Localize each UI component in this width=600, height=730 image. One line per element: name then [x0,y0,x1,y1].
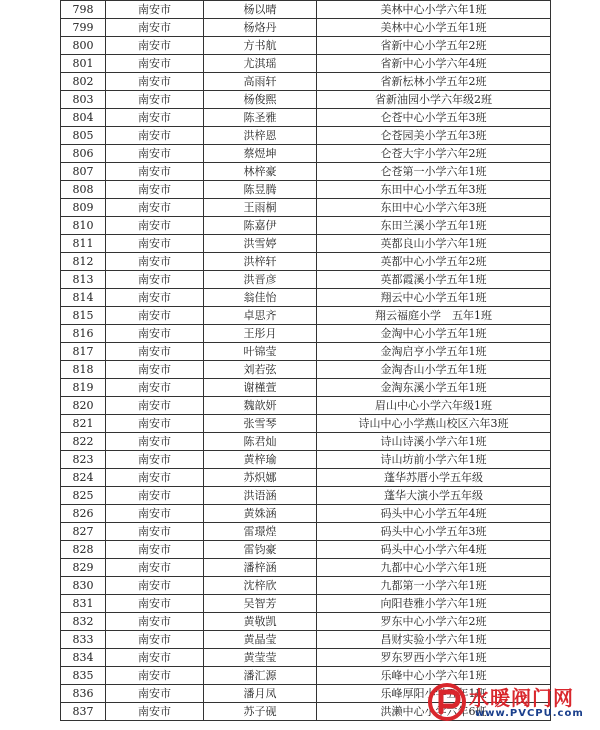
cell-school-class: 九都中心小学六年1班 [317,559,551,577]
cell-city: 南安市 [106,541,204,559]
cell-student-name: 雷钧豪 [204,541,317,559]
cell-school-class: 美林中心小学六年1班 [317,1,551,19]
cell-city: 南安市 [106,127,204,145]
table-row [61,1,551,19]
cell-city: 南安市 [106,55,204,73]
cell-school-class: 码头中心小学五年4班 [317,505,551,523]
table-row [61,109,551,127]
cell-school-class: 诗山诗溪小学六年1班 [317,433,551,451]
cell-school-class: 省新中心小学五年2班 [317,37,551,55]
cell-school-class: 东田中心小学五年3班 [317,181,551,199]
cell-number: 831 [61,595,106,613]
cell-city: 南安市 [106,451,204,469]
cell-school-class: 码头中心小学六年4班 [317,541,551,559]
cell-school-class: 金淘东溪小学五年1班 [317,379,551,397]
cell-number: 813 [61,271,106,289]
cell-school-class: 诗山坊前小学六年1班 [317,451,551,469]
cell-number: 802 [61,73,106,91]
table-row [61,415,551,433]
table-row [61,343,551,361]
cell-school-class: 蓬华苏厝小学五年级 [317,469,551,487]
cell-student-name: 洪梓恩 [204,127,317,145]
cell-number: 799 [61,19,106,37]
cell-school-class: 省新中心小学六年4班 [317,55,551,73]
cell-school-class: 金淘杏山小学五年1班 [317,361,551,379]
cell-school-class: 翔云中心小学五年1班 [317,289,551,307]
cell-number: 817 [61,343,106,361]
cell-student-name: 杨烙丹 [204,19,317,37]
cell-school-class: 省新枟林小学五年2班 [317,73,551,91]
cell-number: 825 [61,487,106,505]
table-row [61,127,551,145]
cell-city: 南安市 [106,199,204,217]
cell-student-name: 洪雪婷 [204,235,317,253]
cell-city: 南安市 [106,559,204,577]
cell-city: 南安市 [106,523,204,541]
cell-number: 832 [61,613,106,631]
cell-school-class: 东田中心小学六年3班 [317,199,551,217]
cell-city: 南安市 [106,235,204,253]
cell-number: 826 [61,505,106,523]
cell-student-name: 杨俊熙 [204,91,317,109]
cell-student-name: 黄晶莹 [204,631,317,649]
cell-school-class: 诗山中心小学燕山校区六年3班 [317,415,551,433]
cell-number: 804 [61,109,106,127]
table-row [61,577,551,595]
cell-city: 南安市 [106,577,204,595]
cell-number: 815 [61,307,106,325]
cell-student-name: 杨以晴 [204,1,317,19]
table-row [61,271,551,289]
cell-number: 806 [61,145,106,163]
cell-student-name: 陈昱腾 [204,181,317,199]
cell-number: 812 [61,253,106,271]
cell-city: 南安市 [106,181,204,199]
cell-school-class: 东田兰溪小学五年1班 [317,217,551,235]
cell-city: 南安市 [106,685,204,703]
cell-city: 南安市 [106,217,204,235]
table-row [61,289,551,307]
cell-number: 822 [61,433,106,451]
table-row [61,163,551,181]
table-row [61,559,551,577]
table-row [61,595,551,613]
table-row [61,37,551,55]
cell-student-name: 潘汇源 [204,667,317,685]
table-row [61,469,551,487]
table-row [61,181,551,199]
cell-city: 南安市 [106,91,204,109]
cell-city: 南安市 [106,325,204,343]
table-row [61,505,551,523]
cell-student-name: 陈嘉伊 [204,217,317,235]
cell-number: 811 [61,235,106,253]
cell-number: 809 [61,199,106,217]
cell-student-name: 方书航 [204,37,317,55]
cell-number: 835 [61,667,106,685]
cell-student-name: 黄敬凯 [204,613,317,631]
table-row [61,199,551,217]
roster-sheet [60,0,550,721]
cell-school-class: 九都第一小学六年1班 [317,577,551,595]
table-row [61,613,551,631]
cell-number: 827 [61,523,106,541]
cell-student-name: 雷璟煌 [204,523,317,541]
cell-student-name: 翁佳怡 [204,289,317,307]
cell-school-class: 英都中心小学五年2班 [317,253,551,271]
table-row [61,649,551,667]
table-row [61,361,551,379]
table-row [61,91,551,109]
cell-school-class: 眉山中心小学六年级1班 [317,397,551,415]
cell-student-name: 高雨轩 [204,73,317,91]
table-row [61,253,551,271]
cell-student-name: 魏歆妍 [204,397,317,415]
cell-student-name: 卓思齐 [204,307,317,325]
cell-school-class: 洪濑中心小学六年6班 [317,703,551,721]
cell-student-name: 沈梓欣 [204,577,317,595]
cell-student-name: 王雨桐 [204,199,317,217]
cell-number: 807 [61,163,106,181]
table-row [61,379,551,397]
cell-number: 836 [61,685,106,703]
cell-number: 837 [61,703,106,721]
cell-number: 823 [61,451,106,469]
cell-student-name: 苏炽娜 [204,469,317,487]
cell-number: 829 [61,559,106,577]
cell-number: 820 [61,397,106,415]
cell-school-class: 英都霞溪小学五年1班 [317,271,551,289]
cell-student-name: 黄梓瑜 [204,451,317,469]
cell-number: 830 [61,577,106,595]
cell-school-class: 乐峰中心小学六年1班 [317,667,551,685]
cell-student-name: 叶锦莹 [204,343,317,361]
table-row [61,397,551,415]
cell-school-class: 金淘启亨小学五年1班 [317,343,551,361]
table-row [61,433,551,451]
cell-student-name: 洪梓轩 [204,253,317,271]
cell-student-name: 林梓豪 [204,163,317,181]
cell-student-name: 苏子砚 [204,703,317,721]
cell-city: 南安市 [106,613,204,631]
cell-city: 南安市 [106,667,204,685]
cell-city: 南安市 [106,433,204,451]
cell-student-name: 蔡煜坤 [204,145,317,163]
table-row [61,523,551,541]
cell-city: 南安市 [106,343,204,361]
cell-number: 808 [61,181,106,199]
cell-student-name: 陈圣雅 [204,109,317,127]
cell-student-name: 谢槿萱 [204,379,317,397]
cell-city: 南安市 [106,649,204,667]
cell-city: 南安市 [106,631,204,649]
cell-student-name: 陈君灿 [204,433,317,451]
cell-number: 814 [61,289,106,307]
cell-school-class: 仑苍中心小学五年3班 [317,109,551,127]
cell-number: 798 [61,1,106,19]
cell-student-name: 洪晋彦 [204,271,317,289]
table-row [61,55,551,73]
table-row [61,487,551,505]
cell-city: 南安市 [106,379,204,397]
cell-number: 834 [61,649,106,667]
cell-number: 805 [61,127,106,145]
table-row [61,235,551,253]
cell-city: 南安市 [106,289,204,307]
cell-school-class: 仑苍园美小学五年3班 [317,127,551,145]
cell-student-name: 潘梓涵 [204,559,317,577]
cell-number: 803 [61,91,106,109]
cell-city: 南安市 [106,1,204,19]
cell-number: 810 [61,217,106,235]
cell-school-class: 蓬华大演小学五年级 [317,487,551,505]
cell-city: 南安市 [106,163,204,181]
cell-school-class: 金淘中心小学五年1班 [317,325,551,343]
cell-school-class: 乐峰厚阳小学五年1班 [317,685,551,703]
cell-city: 南安市 [106,361,204,379]
cell-city: 南安市 [106,595,204,613]
cell-school-class: 罗东中心小学六年2班 [317,613,551,631]
cell-number: 833 [61,631,106,649]
watermark-title: 水暖阀门网 [469,686,574,710]
roster-body [61,1,551,721]
cell-number: 816 [61,325,106,343]
cell-number: 818 [61,361,106,379]
cell-city: 南安市 [106,397,204,415]
table-row [61,631,551,649]
cell-student-name: 洪语涵 [204,487,317,505]
cell-city: 南安市 [106,307,204,325]
table-row [61,73,551,91]
cell-school-class: 向阳巷雅小学六年1班 [317,595,551,613]
site-watermark [427,680,592,726]
table-row [61,307,551,325]
valve-logo-icon [427,682,467,722]
cell-student-name: 潘月凤 [204,685,317,703]
cell-student-name: 黄姝涵 [204,505,317,523]
table-row [61,145,551,163]
table-row [61,541,551,559]
cell-number: 821 [61,415,106,433]
cell-number: 824 [61,469,106,487]
cell-school-class: 美林中心小学五年1班 [317,19,551,37]
cell-city: 南安市 [106,253,204,271]
cell-school-class: 码头中心小学五年3班 [317,523,551,541]
cell-city: 南安市 [106,109,204,127]
cell-school-class: 仑苍大宇小学六年2班 [317,145,551,163]
table-row [61,19,551,37]
cell-student-name: 黄莹莹 [204,649,317,667]
table-row [61,451,551,469]
cell-number: 801 [61,55,106,73]
student-roster-table [60,0,551,721]
cell-city: 南安市 [106,505,204,523]
cell-school-class: 翔云福庭小学 五年1班 [317,307,551,325]
table-row [61,217,551,235]
cell-student-name: 刘若弦 [204,361,317,379]
cell-school-class: 罗东罗西小学六年1班 [317,649,551,667]
cell-number: 819 [61,379,106,397]
cell-student-name: 尤淇瑶 [204,55,317,73]
cell-city: 南安市 [106,73,204,91]
cell-city: 南安市 [106,19,204,37]
cell-city: 南安市 [106,145,204,163]
cell-city: 南安市 [106,487,204,505]
cell-school-class: 省新油园小学六年级2班 [317,91,551,109]
cell-city: 南安市 [106,415,204,433]
cell-city: 南安市 [106,271,204,289]
cell-school-class: 昌财实验小学六年1班 [317,631,551,649]
cell-city: 南安市 [106,703,204,721]
cell-student-name: 张雪琴 [204,415,317,433]
cell-school-class: 仑苍第一小学六年1班 [317,163,551,181]
cell-city: 南安市 [106,469,204,487]
table-row [61,325,551,343]
cell-school-class: 英都良山小学六年1班 [317,235,551,253]
cell-city: 南安市 [106,37,204,55]
cell-student-name: 吴智芳 [204,595,317,613]
cell-number: 828 [61,541,106,559]
watermark-url: www.PVCPU.com [475,708,584,719]
cell-number: 800 [61,37,106,55]
cell-student-name: 王彤月 [204,325,317,343]
